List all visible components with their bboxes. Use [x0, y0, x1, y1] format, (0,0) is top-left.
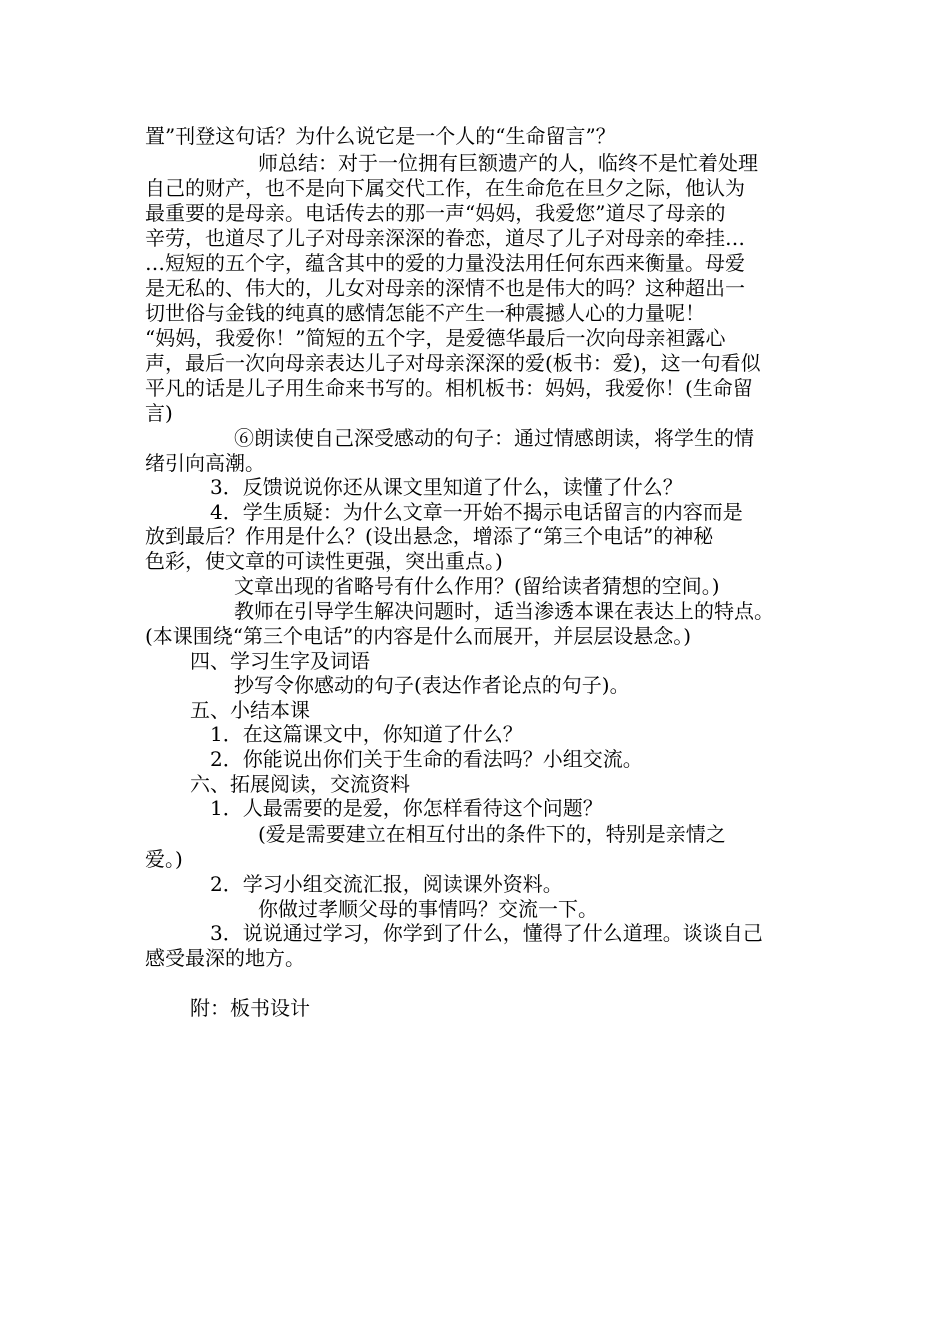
section-heading: 四、学习生字及词语: [190, 649, 370, 673]
text-line: “妈妈，我爱你！”简短的五个字，是爱德华最后一次向母亲袒露心: [145, 326, 726, 350]
text-line: 你做过孝顺父母的事情吗？交流一下。: [258, 897, 598, 921]
text-line: 声，最后一次向母亲表达儿子对母亲深深的爱(板书：爱)，这一句看似: [145, 351, 761, 375]
text-line: 放到最后？作用是什么？(设出悬念，增添了“第三个电话”的神秘: [145, 524, 714, 548]
text-line: 最重要的是母亲。电话传去的那一声“妈妈，我爱您”道尽了母亲的: [145, 201, 726, 225]
section-heading: 六、拓展阅读，交流资料: [190, 772, 410, 796]
text-line: 爱。): [145, 847, 183, 871]
text-line: 3．反馈说说你还从课文里知道了什么，读懂了什么？: [210, 475, 683, 499]
text-line: 2．你能说出你们关于生命的看法吗？小组交流。: [210, 747, 643, 771]
text-line: 切世俗与金钱的纯真的感情怎能不产生一种震撼人心的力量呢！: [145, 301, 705, 325]
text-line: 平凡的话是儿子用生命来书写的。相机板书：妈妈，我爱你！(生命留: [145, 376, 753, 400]
text-line: 置”刊登这句话？为什么说它是一个人的“生命留言”？: [145, 124, 616, 148]
text-line: (爱是需要建立在相互付出的条件下的，特别是亲情之: [258, 822, 726, 846]
text-line: 1．在这篇课文中，你知道了什么？: [210, 722, 523, 746]
section-heading: 五、小结本课: [190, 698, 310, 722]
text-line: 师总结：对于一位拥有巨额遗产的人，临终不是忙着处理: [258, 151, 758, 175]
text-line: 辛劳，也道尽了儿子对母亲深深的眷恋，道尽了儿子对母亲的牵挂…: [145, 226, 745, 250]
text-line: 3．说说通过学习，你学到了什么，懂得了什么道理。谈谈自己: [210, 921, 763, 945]
text-line: 是无私的、伟大的，儿女对母亲的深情不也是伟大的吗？这种超出一: [145, 276, 745, 300]
text-line: 感受最深的地方。: [145, 946, 305, 970]
text-line: 绪引向高潮。: [145, 451, 265, 475]
text-line: 文章出现的省略号有什么作用？(留给读者猜想的空间。): [234, 574, 720, 598]
text-line: 1．人最需要的是爱，你怎样看待这个问题？: [210, 796, 603, 820]
text-line: 教师在引导学生解决问题时，适当渗透本课在表达上的特点。: [234, 599, 774, 623]
text-line: 自己的财产，也不是向下属交代工作，在生命危在旦夕之际，他认为: [145, 176, 745, 200]
appendix-heading: 附：板书设计: [190, 996, 310, 1020]
text-line: 抄写令你感动的句子(表达作者论点的句子)。: [234, 673, 630, 697]
text-line: …短短的五个字，蕴含其中的爱的力量没法用任何东西来衡量。母爱: [145, 251, 745, 275]
text-line: 2．学习小组交流汇报，阅读课外资料。: [210, 872, 563, 896]
text-line: ⑥朗读使自己深受感动的句子：通过情感朗读，将学生的情: [234, 426, 754, 450]
text-line: 色彩，使文章的可读性更强，突出重点。): [145, 549, 503, 573]
text-line: (本课围绕“第三个电话”的内容是什么而展开，并层层设悬念。): [145, 624, 692, 648]
text-line: 4．学生质疑：为什么文章一开始不揭示电话留言的内容而是: [210, 500, 743, 524]
text-line: 言): [145, 401, 173, 425]
